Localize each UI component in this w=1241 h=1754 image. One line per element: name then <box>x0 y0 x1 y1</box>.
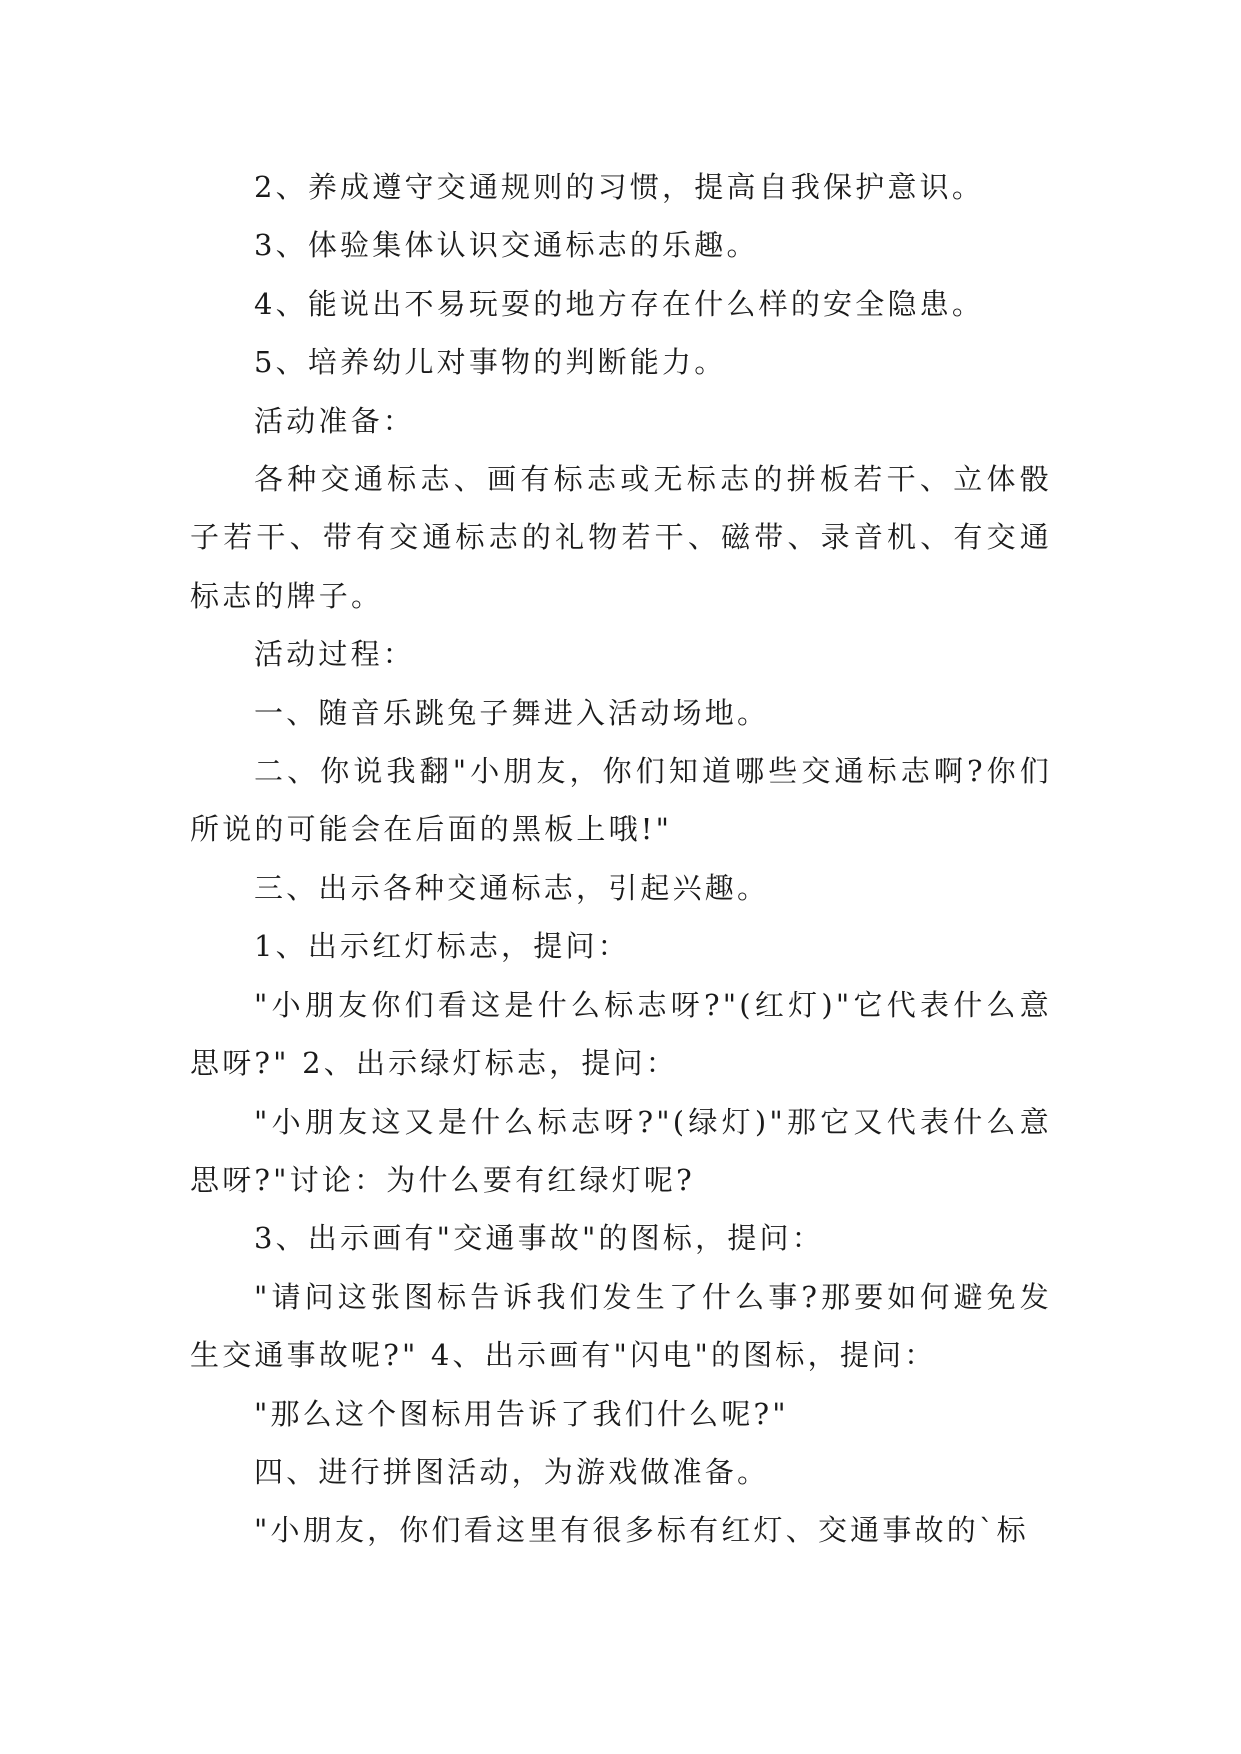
paragraph: "小朋友，你们看这里有很多标有红灯、交通事故的`标 <box>254 1513 1029 1548</box>
paragraph: 各种交通标志、画有标志或无标志的拼板若干、立体骰子若干、带有交通标志的礼物若干、磁带、录音机、有交通标志的牌子。 <box>190 462 1052 613</box>
paragraph: 2、养成遵守交通规则的习惯，提高自我保护意识。 <box>254 170 985 204</box>
paragraph: "小朋友这又是什么标志呀?"(绿灯)"那它又代表什么意思呀?"讨论：为什么要有红绿灯呢? <box>190 1104 1052 1197</box>
document-body <box>190 158 1052 1560</box>
paragraph: 3、体验集体认识交通标志的乐趣。 <box>254 228 759 263</box>
paragraph: "小朋友你们看这是什么标志呀?"(红灯)"它代表什么意思呀?" 2、出示绿灯标志，提问： <box>190 987 1052 1081</box>
section-heading: 活动过程： <box>254 637 416 672</box>
paragraph: "那么这个图标用告诉了我们什么呢?" <box>254 1396 789 1431</box>
paragraph: 四、进行拼图活动，为游戏做准备。 <box>254 1454 770 1489</box>
paragraph: 二、你说我翻"小朋友，你们知道哪些交通标志啊?你们所说的可能会在后面的黑板上哦!" <box>190 754 1052 847</box>
paragraph: 5、培养幼儿对事物的判断能力。 <box>254 345 727 380</box>
paragraph: 1、出示红灯标志，提问： <box>254 929 630 964</box>
paragraph: "请问这张图标告诉我们发生了什么事?那要如何避免发生交通事故呢?" 4、出示画有"闪电"的图标，提问： <box>190 1279 1052 1373</box>
paragraph: 4、能说出不易玩耍的地方存在什么样的安全隐患。 <box>254 286 985 321</box>
paragraph: 3、出示画有"交通事故"的图标，提问： <box>254 1221 824 1256</box>
paragraph: 三、出示各种交通标志，引起兴趣。 <box>254 870 770 905</box>
section-heading: 活动准备： <box>254 403 416 438</box>
paragraph: 一、随音乐跳兔子舞进入活动场地。 <box>254 695 770 730</box>
